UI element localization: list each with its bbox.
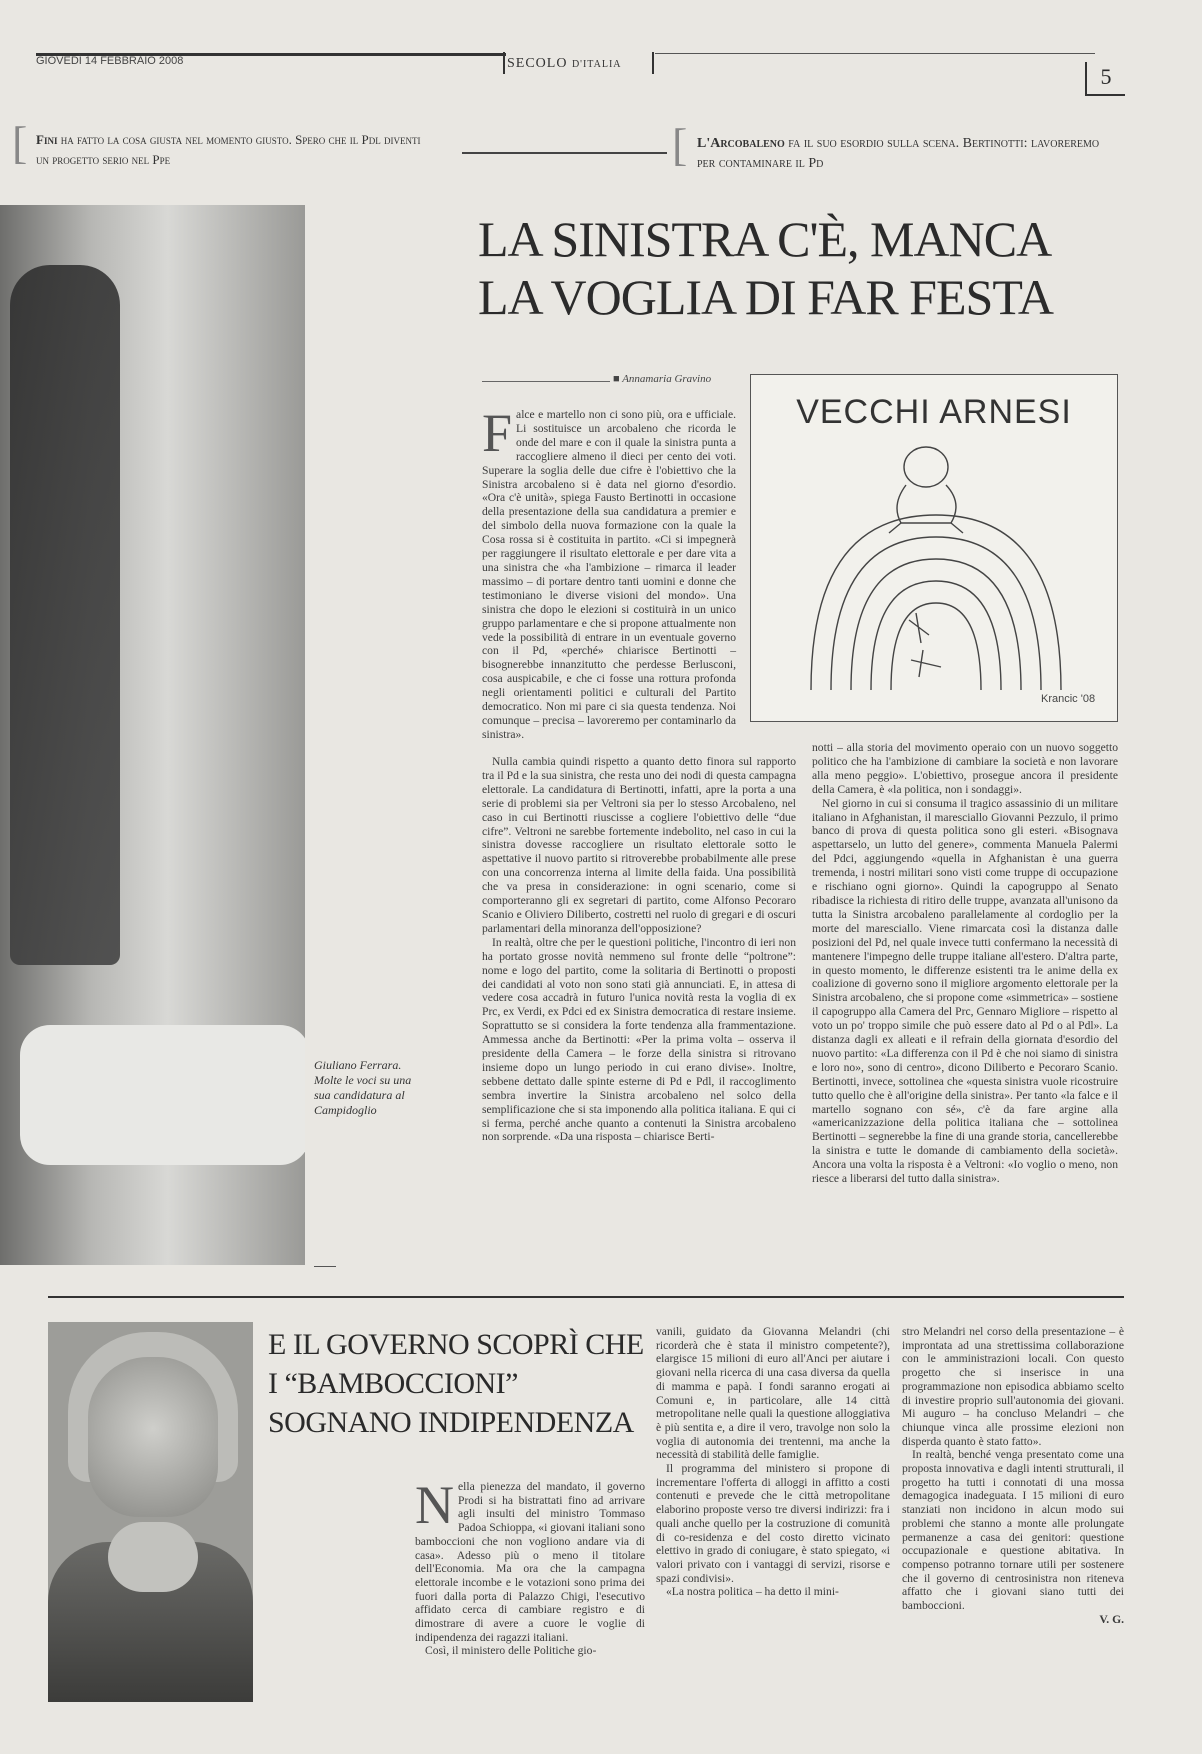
article-paragraph-4: notti – alla storia del movimento operaio con un nuovo soggetto politico che ha l'ambizione di cambiare la società e non lavorare alla meno peggio». L'obiettivo, prosegue ancora il presidente della Camera, è «la politica, non i sondaggi». [812, 741, 1118, 796]
photo-hand [108, 1522, 198, 1592]
section-separator [48, 1296, 1124, 1298]
bottom-paragraph-2: Così, il ministero delle Politiche gio- [425, 1644, 597, 1658]
bottom-column-2 [656, 1325, 890, 1599]
main-photo [0, 205, 305, 1265]
article-column-1-top [482, 403, 736, 742]
issue-date: GIOVEDÌ 14 FEBBRAIO 2008 [36, 55, 184, 67]
newspaper-title-main: SECOLO [507, 56, 568, 71]
newspaper-title [507, 56, 622, 72]
quote-right [697, 134, 1117, 174]
cartoon-drawing [791, 445, 1081, 695]
masthead-rule-right [655, 53, 1095, 54]
article-paragraph-1-text: alce e martello non ci sono più, ora e ufficiale. Li sostituisce un arcobaleno che ricorda le onde del mare e con il quale la sinistra punta a raccogliere almeno il dieci per cento dei voti. Superare la soglia delle due cifre è l'obiettivo che la Sinistra arcobaleno si è data nel giorno d'esordio. «Ora c'è unità», spiega Fausto Bertinotti in occasione della presentazione della sua candidatura a premier e del simbolo della nuova formazione con la quale la Cosa rossa si è costituita in partito. «Ci si impegnerà per raggiungere il risultato elettorale e per dare vita a una sinistra che «ha l'ambizione – rimarca il leader massimo – di portare dentro tanti uomini e donne che testimoniano le diverse visioni del mondo». Una sinistra che dopo le elezioni si costituirà in un unico gruppo parlamentare e che si propone attualmente non vede la possibilità di entrare in un eventuale governo con il Pd, «perché» chiarisce Bertinotti – bisognerebbe innanzitutto che perdesse Berlusconi, cosa auspicabile, e che ci fosse una rottura profonda negli orientamenti politici e culturali del Partito democratico. Non mi pare ci sia questa tendenza. Noi comunque – precisa – lavoreremo per contaminarlo da sinistra». [482, 408, 736, 741]
article-drop-cap: F [482, 403, 513, 463]
photo-caption: Giuliano Ferrara. Molte le voci su una sua candidatura al Campidoglio [314, 1058, 412, 1117]
article-paragraph-3: In realtà, oltre che per le questioni politiche, l'incontro di ieri non ha portato grosse novità nemmeno sul fronte delle “poltrone”: nome e logo del partito, come la solitaria di Bertinotti o proposti dei candidati al voto non sono stati già annunciati. E, in attesa di vedere cosa accadrà in futuro l'unica novità resta la voglia di ex Prc, ex Verdi, ex Pdci ed ex Sinistra democratica di restare insieme. Soprattutto se si considera la forte tendenza alla frammentazione. Ammessa anche da Bertinotti: «Per la prima volta – osserva il presidente della Camera – le forze della sinistra si ritrovano insieme dopo un lungo periodo in cui erano divise». Inoltre, sebbene dettato dalle spinte esterne di Pd e Pdl, il raccoglimento sembra invertire la Sinistra arcobaleno nel solco della semplificazione che si sta imponendo alla politica italiana. E qui ci si ferma, perché anche quanto a contenuti la Sinistra arcobaleno non sorprende. «Da una risposta – chiarisce Berti- [482, 935, 796, 1144]
caption-rule [314, 1266, 336, 1267]
article-column-2 [812, 741, 1118, 1186]
quote-right-text: fa il suo esordio sulla scena. Bertinotti: lavoreremo per contaminare il Pd [697, 136, 1100, 171]
photo-shirt-cuff [20, 1025, 305, 1165]
bottom-paragraph-1 [415, 1475, 645, 1644]
cartoon-title: VECCHI ARNESI [796, 393, 1072, 431]
masthead-divider-right [652, 52, 654, 74]
photo-figure-shadow [10, 265, 120, 965]
bottom-paragraph-1-text: ella pienezza del mandato, il governo Prodi si ha bistrattati fino ad arrivare agli insulti del ministro Tommaso Padoa Schioppa, «i giovani italiani sono bamboccioni che non vogliono andare via di casa». Adesso più o meno il titolare dell'Economia. Ma ora che la campagna elettorale incombe e le votazioni sono prima dei fuori dalla porta di Palazzo Chigi, l'esecutivo affidato cerca di cambiare registro e di dimostrare di avere a cuore le voglie di indipendenza dei ragazzi italiani. [415, 1480, 645, 1644]
cartoon-signature: Krancic '08 [1041, 693, 1096, 705]
bottom-paragraph-5: «La nostra politica – ha detto il mini- [666, 1585, 839, 1599]
article-paragraph-1 [482, 403, 736, 742]
newspaper-title-small: D'ITALIA [571, 59, 622, 70]
article-paragraph-2: Nulla cambia quindi rispetto a quanto detto finora sul rapporto tra il Pd e la sua sinistra, che resta uno dei nodi di questa campagna elettorale. La candidatura di Bertinotti, infatti, apre la porta a una serie di problemi sia per Veltroni sia per lo stesso Arcobaleno, nel caso in cui Bertinotti riuscisse a cogliere l'obiettivo delle “due cifre”. Veltroni ne sarebbe fortemente indebolito, nel caso in cui la sinistra dovesse raccogliere un risultato elettorale sotto le aspettative il nuovo partito si ritroverebbe probabilmente alle prese con una concorrenza interna al limite della faida. Una possibilità che va presa in considerazione: in ogni scenario, come si comporteranno gli ex segretari di partito, come Alfonso Pecoraro Scanio e Oliviero Diliberto, costretti nel ruolo di gregari e di oscuri parlamentari della minoranza dell'opposizione? [482, 755, 796, 935]
quote-separator-rule [462, 152, 667, 154]
article-column-1-bottom [482, 755, 796, 1144]
byline-rule [482, 381, 610, 382]
bottom-paragraph-4: Il programma del ministero si propone di incrementare l'offerta di alloggi in affitto a costi contenuti e prevede che le città metropolitane elaborino proposte verso tre diversi indirizzi: fra i quali anche quello per la costruzione di comunità di co-residenza e del costo diretto vicinato elettivo in grado di coniugare, è stato spiegato, «i valori privato con i vantaggi di servizi, risorse e spazi condivisi». [656, 1462, 890, 1585]
bottom-paragraph-6: stro Melandri nel corso della presentazione – è improntata ad una strettissima collaborazione con le amministrazioni locali. Con questo progetto che si inserisce in una programmazione non episodica abbiamo scelto di investire proprio sull'autonomia dei giovani. Mi auguro – ha concluso Melandri – che chiunque vinca alle prossime elezioni non disperda quanto è stato fatto». [902, 1325, 1124, 1448]
cartoon [750, 374, 1118, 722]
bottom-photo [48, 1322, 253, 1702]
photo-face [88, 1357, 218, 1517]
main-headline: LA SINISTRA C'È, MANCA LA VOGLIA DI FAR FESTA [478, 211, 1053, 325]
quote-left-text: ha fatto la cosa giusta nel momento giusto. Spero che il Pdl diventi un progetto serio nel Ppe [36, 132, 421, 167]
bottom-column-1 [415, 1475, 645, 1658]
article-paragraph-5: Nel giorno in cui si consuma il tragico assassinio di un militare italiano in Afghanistan, il maresciallo Giovanni Pezzulo, il primo banco di prova di questa politica sono gli esteri. «Bisognava aspettarselo, un lutto del genere», commenta Manuela Palermi del Pdci, aggiungendo «quella in Afghanistan è una guerra tremenda, i nostri militari sono visti come truppe di occupazione e rischiano ogni giorno». Quindi la capogruppo al Senato ribadisce la richiesta di ritiro delle truppe, avanzata all'unisono da tutta la Sinistra arcobaleno parallelamente al cordoglio per la morte del maresciallo. Viene rimarcata così la distanza dalle posizioni del Pd, nel quale invece tutti confermano la necessità di mantenere l'impegno delle truppe italiane all'estero. D'altra parte, in questo momento, le differenze esistenti tra le anime della ex coalizione di governo sono il migliore argomento elettorale per la Sinistra arcobaleno, che si propone come «simmetrica» – sostiene il capogruppo alla Camera del Prc, Gennaro Migliore – rispetto al voto un po' troppo simile che può essere dato al Pd o al Pdl». La distanza dagli ex alleati e il refrain della giornata d'esordio del nuovo partito: «La differenza con il Pd è che noi siamo di sinistra e loro no», sono di centro», dicono Diliberto e Pecoraro Scanio. Bertinotti, invece, sottolinea che «questa sinistra vuole ricostruire tutto quello che è all'origine della sinistra». Per tanto «la falce e il martello sognano con sé», c'è da fare argine alla «americanizzazione della politica italiana che – sottolinea Bertinotti – segnerebbe la fine di una grande storia, cancellerebbe la sinistra e tutte le domande di cambiamento della società». Ancora una volta la risposta è a Veltroni: «Io voglio o meno, non riesce a liberarsi del tutto dalla sinistra». [812, 796, 1118, 1186]
bottom-signature: V. G. [1099, 1612, 1124, 1626]
bottom-column-3 [902, 1325, 1124, 1626]
quote-left [36, 130, 436, 170]
quote-bracket-right: [ [672, 119, 688, 170]
bottom-paragraph-7: In realtà, benché venga presentato come una proposta innovativa e dagli intenti strutturali, il progetto ha tutti i connotati di una mossa demagogica inadeguata. I 15 milioni di euro stanziati non incidono in alcun modo sui problemi che stanno a monte alle prolungate permanenze a casa dei genitori: questione occupazionale e questione abitativa. In compenso potranno tornare utili per sostenere che il governo di centrosinistra non riteneva affatto che i giovani siano tutti dei bamboccioni. [902, 1448, 1124, 1613]
page-number: 5 [1085, 62, 1125, 96]
bottom-paragraph-3: vanili, guidato da Giovanna Melandri (chi ricorderà che è stata il ministro competente?), elargisce 15 milioni di euro all'Anci per aiutare i giovani nella ricerca di una casa diversa da quella di mamma e papà. I fondi saranno erogati ai Comuni e, in particolare, alle 14 città metropolitane nelle quali la questione alloggiativa è più sentita e, a dire il vero, travolge non solo la voglia di autonomia dei trentenni, ma anche la necessità di stabilità delle famiglie. [656, 1325, 890, 1462]
bottom-drop-cap: N [415, 1475, 454, 1535]
quote-right-lead: L'Arcobaleno [697, 136, 785, 151]
quote-left-lead: Fini [36, 132, 58, 147]
quote-bracket-left: [ [12, 117, 28, 168]
bottom-headline: E IL GOVERNO SCOPRÌ CHE I “BAMBOCCIONI” SOGNANO INDIPENDENZA [268, 1328, 644, 1439]
masthead-divider-left [503, 52, 505, 74]
byline: ■ Annamaria Gravino [613, 373, 712, 385]
